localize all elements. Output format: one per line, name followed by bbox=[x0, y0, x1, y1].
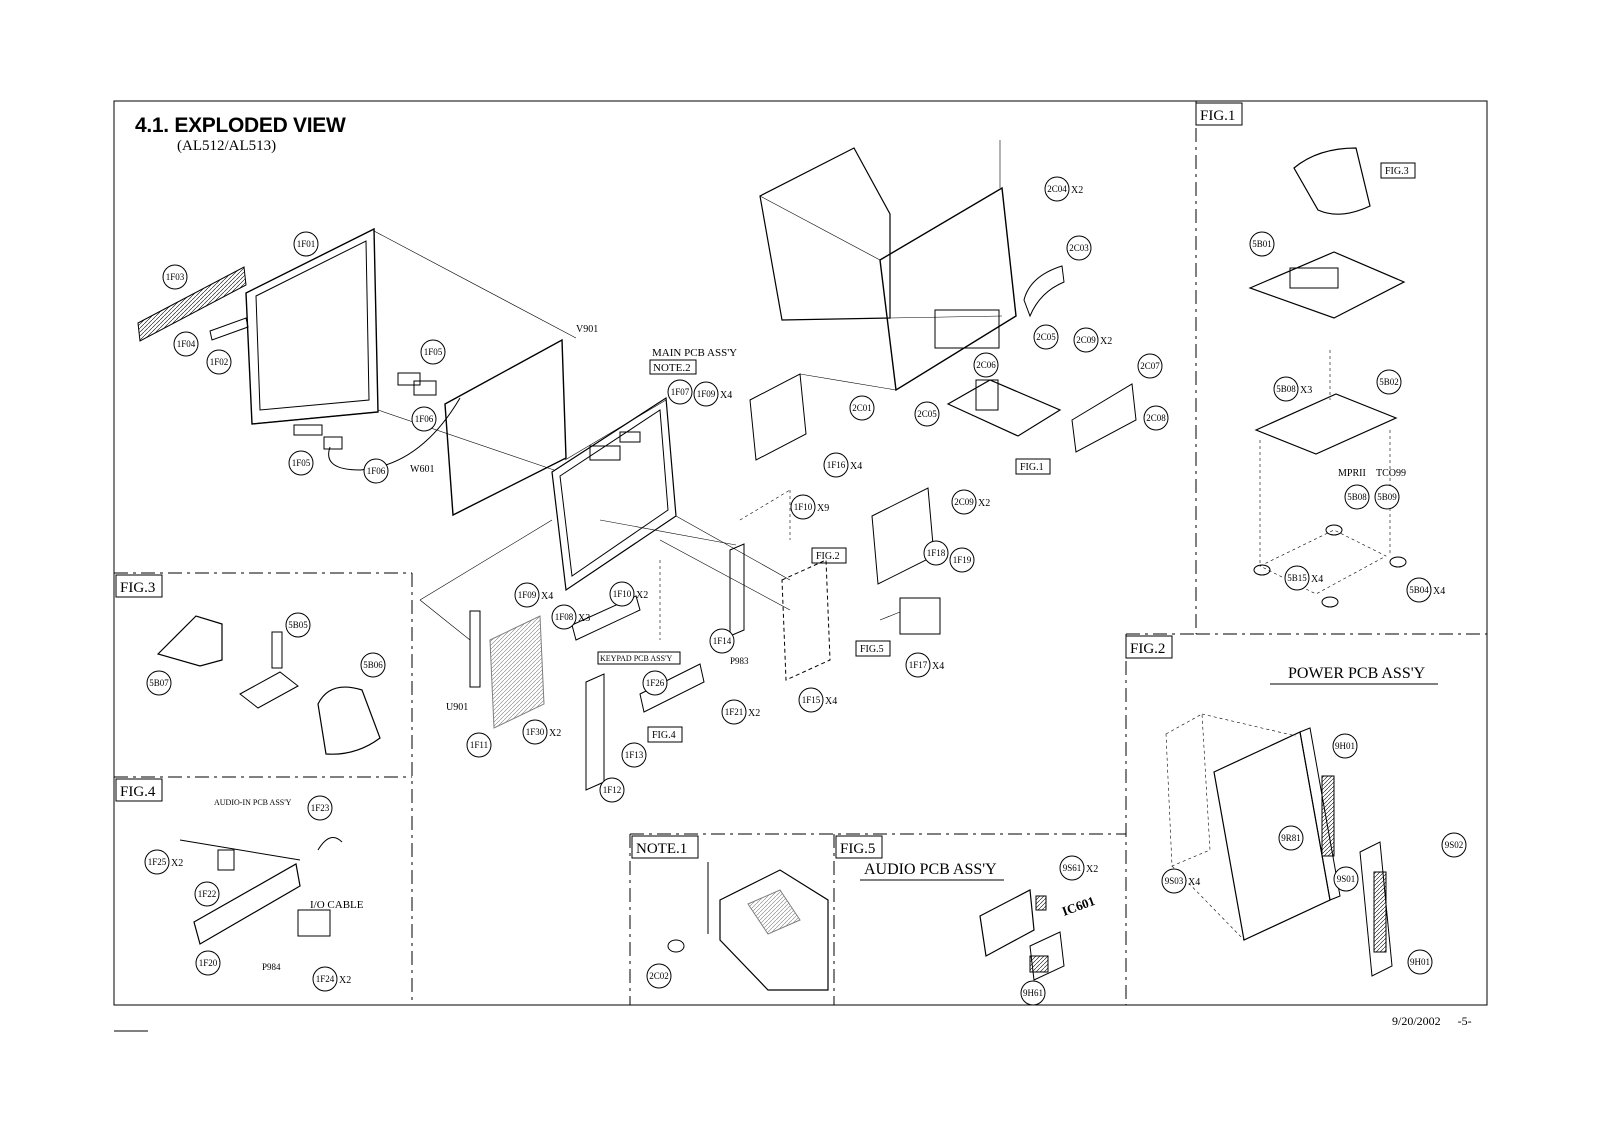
callout-quantity: X2 bbox=[748, 708, 761, 719]
callout-id: 9H61 bbox=[1023, 988, 1043, 998]
callout-quantity: X9 bbox=[817, 503, 830, 514]
p984-label: P984 bbox=[262, 962, 281, 972]
callout-9h01 bbox=[1408, 950, 1432, 974]
callout-quantity: X3 bbox=[578, 613, 591, 624]
callout-quantity: X4 bbox=[1433, 586, 1446, 597]
callout-id: 5B05 bbox=[288, 620, 308, 630]
fig2-label: FIG.2 bbox=[1130, 641, 1166, 657]
callout-id: 5B04 bbox=[1409, 585, 1429, 595]
callout-1f18 bbox=[924, 541, 948, 565]
callout-id: 5B08 bbox=[1347, 492, 1367, 502]
callout-id: 1F10 bbox=[612, 589, 632, 599]
callout-9h61 bbox=[1021, 981, 1045, 1005]
callout-id: 1F15 bbox=[801, 695, 821, 705]
callout-1f22 bbox=[195, 882, 219, 906]
fig3-label: FIG.3 bbox=[120, 580, 156, 596]
callout-id: 1F05 bbox=[291, 458, 311, 468]
fig5-drawing bbox=[980, 890, 1064, 980]
u901-label: U901 bbox=[446, 702, 469, 713]
callout-1f25 bbox=[145, 850, 183, 874]
main-exploded-drawing bbox=[138, 140, 1136, 790]
callout-1f06 bbox=[412, 407, 436, 431]
callout-id: 2C09 bbox=[1076, 335, 1096, 345]
callout-1f12 bbox=[600, 778, 624, 802]
callout-2c02 bbox=[647, 964, 671, 988]
callout-id: 5B02 bbox=[1379, 377, 1399, 387]
callout-id: 1F21 bbox=[724, 707, 744, 717]
callout-id: 1F13 bbox=[624, 750, 644, 760]
callout-5b04 bbox=[1407, 578, 1445, 602]
footer-page-number: -5- bbox=[1457, 1014, 1472, 1028]
callout-quantity: X4 bbox=[850, 461, 863, 472]
callout-1f09 bbox=[515, 583, 553, 607]
audio-pcb-label: AUDIO PCB ASS'Y bbox=[864, 861, 997, 878]
callout-5b09 bbox=[1375, 485, 1399, 509]
main-pcb-label: MAIN PCB ASS'Y bbox=[652, 347, 738, 359]
callout-id: 5B09 bbox=[1377, 492, 1397, 502]
page-title: 4.1. EXPLODED VIEW bbox=[135, 114, 346, 137]
fig2-power-board-drawing bbox=[1166, 714, 1392, 976]
callout-quantity: X4 bbox=[825, 696, 838, 707]
callout-1f16 bbox=[824, 453, 862, 477]
fig5-label: FIG.5 bbox=[840, 841, 876, 857]
fig4-reference: FIG.4 bbox=[652, 730, 676, 741]
callout-id: 9H01 bbox=[1335, 741, 1355, 751]
callout-id: 9S61 bbox=[1062, 863, 1082, 873]
callout-id: 5B15 bbox=[1287, 573, 1307, 583]
callout-2c06 bbox=[974, 353, 998, 377]
callout-id: 2C08 bbox=[1146, 413, 1166, 423]
callout-1f04 bbox=[174, 332, 198, 356]
callout-1f13 bbox=[622, 743, 646, 767]
callout-id: 1F17 bbox=[908, 660, 928, 670]
callout-quantity: X4 bbox=[541, 591, 554, 602]
callout-1f03 bbox=[163, 265, 187, 289]
callout-id: 9S03 bbox=[1164, 876, 1184, 886]
callout-5b08 bbox=[1345, 485, 1369, 509]
callout-id: 5B07 bbox=[149, 678, 169, 688]
fig5-reference: FIG.5 bbox=[860, 644, 884, 655]
callout-id: 1F09 bbox=[696, 389, 716, 399]
callout-1f20 bbox=[196, 951, 220, 975]
note1-drawing bbox=[668, 862, 828, 990]
callout-1f10 bbox=[610, 582, 648, 606]
callout-1f21 bbox=[722, 700, 760, 724]
fig3-drawing bbox=[158, 616, 380, 754]
fig1-reference: FIG.1 bbox=[1020, 462, 1044, 473]
callout-1f14 bbox=[710, 629, 734, 653]
callout-1f05 bbox=[421, 340, 445, 364]
callout-id: 1F20 bbox=[198, 958, 218, 968]
callout-1f24 bbox=[313, 967, 351, 991]
fig3-reference: FIG.3 bbox=[1385, 166, 1409, 177]
keypad-pcb-label: KEYPAD PCB ASS'Y bbox=[600, 654, 673, 663]
fig2-reference: FIG.2 bbox=[816, 551, 840, 562]
callout-1f09 bbox=[694, 382, 732, 406]
callout-9h01 bbox=[1333, 734, 1357, 758]
model-subtitle: (AL512/AL513) bbox=[177, 138, 277, 154]
callout-1f01 bbox=[294, 232, 318, 256]
callout-quantity: X3 bbox=[1300, 385, 1313, 396]
callout-id: 2C04 bbox=[1047, 184, 1067, 194]
callout-1f15 bbox=[799, 688, 837, 712]
callout-quantity: X4 bbox=[720, 390, 733, 401]
callout-5b06 bbox=[361, 653, 385, 677]
callout-id: 2C01 bbox=[852, 403, 872, 413]
callout-1f08 bbox=[552, 605, 590, 629]
note1-label: NOTE.1 bbox=[636, 841, 688, 857]
footer-date: 9/20/2002 bbox=[1392, 1014, 1441, 1028]
callout-id: 9S01 bbox=[1336, 874, 1356, 884]
callout-quantity: X2 bbox=[339, 975, 352, 986]
callout-id: 1F06 bbox=[414, 414, 434, 424]
callout-1f19 bbox=[950, 548, 974, 572]
ic601-label: IC601 bbox=[1059, 893, 1097, 919]
callout-id: 1F11 bbox=[469, 740, 489, 750]
callout-9s02 bbox=[1442, 833, 1466, 857]
audio-in-pcb-label: AUDIO-IN PCB ASS'Y bbox=[214, 798, 292, 807]
callout-id: 5B06 bbox=[363, 660, 383, 670]
callout-id: 1F09 bbox=[517, 590, 537, 600]
page-frame bbox=[114, 101, 1487, 1031]
callout-5b08 bbox=[1274, 377, 1312, 401]
io-cable-label: I/O CABLE bbox=[310, 899, 364, 911]
callout-id: 5B01 bbox=[1252, 239, 1272, 249]
w601-label: W601 bbox=[410, 464, 435, 475]
callout-quantity: X2 bbox=[1071, 185, 1084, 196]
callout-quantity: X2 bbox=[171, 858, 184, 869]
callout-1f07 bbox=[668, 380, 692, 404]
callout-2c01 bbox=[850, 396, 874, 420]
callout-1f06 bbox=[364, 459, 388, 483]
callout-id: 9S02 bbox=[1444, 840, 1464, 850]
callout-quantity: X2 bbox=[549, 728, 562, 739]
callout-2c09 bbox=[952, 490, 990, 514]
callout-1f02 bbox=[207, 350, 231, 374]
callout-id: 1F16 bbox=[826, 460, 846, 470]
callout-id: 2C07 bbox=[1140, 361, 1160, 371]
callout-id: 1F02 bbox=[209, 357, 229, 367]
callout-id: 2C03 bbox=[1069, 243, 1089, 253]
callout-id: 1F04 bbox=[176, 339, 196, 349]
callout-1f05 bbox=[289, 451, 313, 475]
callout-1f10 bbox=[791, 495, 829, 519]
callout-id: 1F12 bbox=[602, 785, 622, 795]
callout-2c07 bbox=[1138, 354, 1162, 378]
callout-1f17 bbox=[906, 653, 944, 677]
callout-5b02 bbox=[1377, 370, 1401, 394]
callout-id: 1F23 bbox=[310, 803, 330, 813]
callout-5b15 bbox=[1285, 566, 1323, 590]
callout-9s61 bbox=[1060, 856, 1098, 880]
callout-9r81 bbox=[1279, 826, 1303, 850]
callout-id: 1F07 bbox=[670, 387, 690, 397]
callout-layer bbox=[145, 177, 1466, 1005]
page-footer bbox=[1392, 1014, 1472, 1029]
callout-quantity: X2 bbox=[636, 590, 649, 601]
callout-id: 1F18 bbox=[926, 548, 946, 558]
callout-2c05 bbox=[915, 402, 939, 426]
callout-id: 2C05 bbox=[917, 409, 937, 419]
callout-id: 1F05 bbox=[423, 347, 443, 357]
callout-id: 1F03 bbox=[165, 272, 185, 282]
callout-id: 2C02 bbox=[649, 971, 669, 981]
note2-label: NOTE.2 bbox=[653, 362, 691, 374]
callout-id: 2C09 bbox=[954, 497, 974, 507]
callout-id: 2C06 bbox=[976, 360, 996, 370]
callout-id: 1F30 bbox=[525, 727, 545, 737]
mprii-label: MPRII bbox=[1338, 468, 1366, 479]
callout-5b01 bbox=[1250, 232, 1274, 256]
callout-quantity: X4 bbox=[932, 661, 945, 672]
callout-2c04 bbox=[1045, 177, 1083, 201]
callout-quantity: X2 bbox=[978, 498, 991, 509]
v901-label: V901 bbox=[576, 324, 599, 335]
callout-2c05 bbox=[1034, 325, 1058, 349]
callout-id: 1F01 bbox=[296, 239, 316, 249]
callout-id: 1F06 bbox=[366, 466, 386, 476]
callout-id: 1F25 bbox=[147, 857, 167, 867]
callout-quantity: X4 bbox=[1311, 574, 1324, 585]
callout-2c03 bbox=[1067, 236, 1091, 260]
callout-quantity: X2 bbox=[1100, 336, 1113, 347]
callout-id: 1F08 bbox=[554, 612, 574, 622]
callout-1f26 bbox=[643, 671, 667, 695]
callout-quantity: X4 bbox=[1188, 877, 1201, 888]
callout-5b07 bbox=[147, 671, 171, 695]
callout-id: 1F22 bbox=[197, 889, 217, 899]
callout-id: 1F24 bbox=[315, 974, 335, 984]
fig1-label: FIG.1 bbox=[1200, 108, 1236, 124]
callout-1f11 bbox=[467, 733, 491, 757]
callout-id: 1F26 bbox=[645, 678, 665, 688]
fig4-label: FIG.4 bbox=[120, 784, 156, 800]
tco99-label: TCO99 bbox=[1376, 468, 1406, 479]
callout-id: 5B08 bbox=[1276, 384, 1296, 394]
callout-id: 1F19 bbox=[952, 555, 972, 565]
callout-2c09 bbox=[1074, 328, 1112, 352]
callout-id: 1F14 bbox=[712, 636, 732, 646]
callout-2c08 bbox=[1144, 406, 1168, 430]
power-pcb-label: POWER PCB ASS'Y bbox=[1288, 665, 1426, 682]
callout-1f30 bbox=[523, 720, 561, 744]
callout-id: 9H01 bbox=[1410, 957, 1430, 967]
callout-9s01 bbox=[1334, 867, 1358, 891]
callout-1f23 bbox=[308, 796, 332, 820]
callout-5b05 bbox=[286, 613, 310, 637]
callout-id: 2C05 bbox=[1036, 332, 1056, 342]
callout-id: 9R81 bbox=[1281, 833, 1301, 843]
callout-id: 1F10 bbox=[793, 502, 813, 512]
callout-quantity: X2 bbox=[1086, 864, 1099, 875]
p983-label: P983 bbox=[730, 656, 749, 666]
